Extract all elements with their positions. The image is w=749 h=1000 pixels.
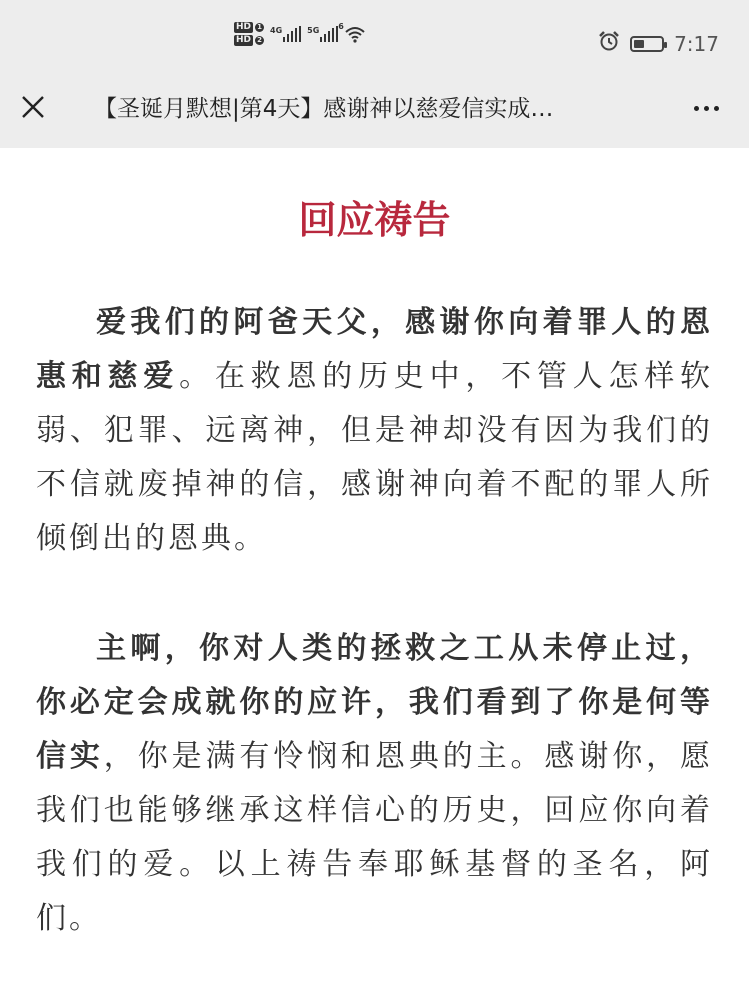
signal2-generation: 5G	[307, 26, 320, 35]
network-indicators	[234, 22, 366, 46]
sim2-slot: 2	[255, 36, 264, 45]
paragraph-1-text: 。在救恩的历史中，不管人怎样软弱、犯罪、远离神，但是神却没有因为我们的不信就废掉神的信，感谢神向着不配的罪人所倾倒出的恩典。	[36, 359, 714, 556]
close-button[interactable]	[18, 92, 48, 122]
top-area	[0, 0, 749, 148]
paragraph-1	[36, 296, 713, 566]
battery-icon	[630, 36, 664, 52]
sim-badges	[234, 22, 264, 46]
paragraph-2-text: ，你是满有怜悯和恩典的主。感谢你，愿我们也能够继承这样信心的历史，回应你向着我们的爱。以上祷告奉耶稣基督的圣名，阿们。	[36, 739, 714, 936]
status-right	[598, 30, 719, 57]
nav-bar	[0, 70, 749, 148]
sim1-slot: 1	[255, 23, 264, 32]
signal-icon	[270, 26, 301, 42]
sim1-hd-label: HD	[236, 22, 252, 32]
close-icon	[18, 92, 48, 122]
paragraph-2-bold: 主啊，你对人类的拯救之工从未停止过，你必定会成就你的应许，我们看到了你是何等信实	[36, 631, 713, 774]
signal-icon	[307, 26, 338, 42]
paragraph-2	[36, 622, 713, 946]
battery-fill	[634, 40, 644, 48]
status-bar	[0, 0, 749, 70]
clock-time: 7:17	[674, 31, 719, 56]
more-icon	[694, 106, 719, 111]
sim2-hd-badge	[234, 35, 264, 46]
article-heading: 回应祷告	[298, 198, 451, 242]
paragraph-1-bold: 爱我们的阿爸天父，感谢你向着罪人的恩惠和慈爱	[36, 305, 713, 394]
more-button[interactable]	[694, 106, 719, 111]
wifi-generation: 6	[338, 22, 344, 31]
sim2-hd-label: HD	[236, 35, 252, 45]
wifi-icon	[338, 22, 366, 43]
article-content	[0, 192, 749, 946]
signal1-generation: 4G	[270, 26, 283, 35]
alarm-icon	[598, 30, 620, 57]
page-title: 【圣诞月默想|第4天】感谢神以慈爱信实成…	[94, 96, 554, 122]
sim1-hd-badge	[234, 22, 264, 33]
